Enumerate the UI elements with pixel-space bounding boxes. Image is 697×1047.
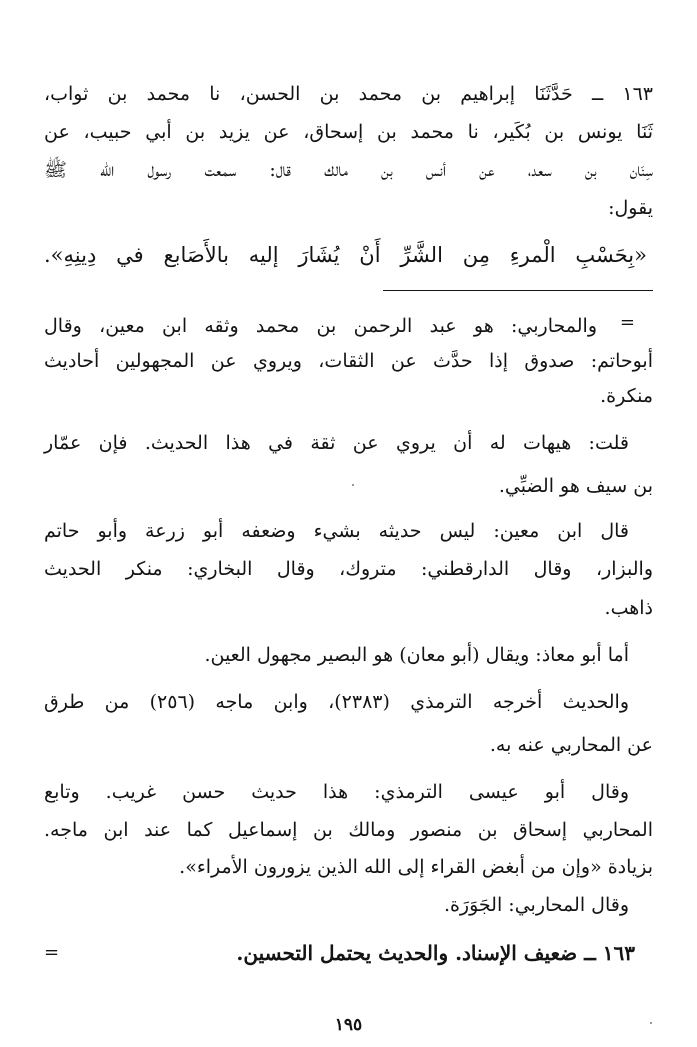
grading-note: ١٦٣ ــ ضعيف الإسناد. والحديث يحتمل التحسين. (236, 941, 635, 965)
footnote-line: عن المحاربي عنه به. (489, 734, 653, 756)
footnote-line: منكرة. (600, 385, 653, 407)
hadith-line-3: سِنَان بن سعد، عن أنس بن مالك قال: سمعت رسول الله ﷺ (44, 159, 653, 181)
hadith-line-2: ثَنَا يونس بن بُكَير، نا محمد بن إسحاق، عن يزيد بن أبي حبيب، عن (44, 121, 653, 143)
continuation-mark-bottom: = (44, 942, 60, 963)
footnote-line: وقال أبو عيسى الترمذي: هذا حديث حسن غريب. وتابع (44, 781, 629, 803)
continuation-mark: = (619, 312, 635, 333)
scan-speck (352, 484, 354, 486)
scan-speck (650, 1022, 652, 1024)
footnote-line: قلت: هيهات له أن يروي عن ثقة في هذا الحديث. فإن عمّار (44, 432, 629, 454)
footnote-line: بزيادة «وإن من أبغض القراء إلى الله الذين يزورون الأمراء». (179, 856, 653, 878)
footnote-line: والبزار، وقال الدارقطني: متروك، وقال البخاري: منكر الحديث (44, 558, 653, 580)
hadith-line-4: يقول: (608, 197, 653, 219)
footnote-line: قال ابن معين: ليس حديثه بشيء وضعفه أبو زرعة وأبو حاتم (44, 520, 629, 542)
hadith-line-1: ١٦٣ ــ حَدَّثَنَا إبراهيم بن محمد بن الحسن، نا محمد بن ثواب، (44, 83, 653, 105)
footnote-line: والحديث أخرجه الترمذي (٢٣٨٣)، وابن ماجه (٢٥٦) من طرق (44, 691, 630, 713)
page-number: ١٩٥ (334, 1015, 363, 1035)
footnote-line: المحاربي إسحاق بن منصور ومالك بن إسماعيل كما عند ابن ماجه. (44, 819, 653, 841)
footnote-line: أبوحاتم: صدوق إذا حدَّث عن الثقات، ويروي عن المجهولين أحاديث (44, 350, 653, 372)
footnote-separator (383, 290, 653, 291)
footnote-line: والمحاربي: هو عبد الرحمن بن محمد وثقه ابن معين، وقال (44, 315, 597, 337)
footnote-line: ذاهب. (604, 597, 653, 619)
footnote-line: أما أبو معاذ: ويقال (أبو معان) هو البصير مجهول العين. (204, 644, 629, 666)
footnote-line: وقال المحاربي: الجَوَرَة. (443, 894, 629, 916)
footnote-line: بن سيف هو الضبِّي. (498, 475, 653, 497)
hadith-quote: «بِحَسْبِ الْمرءِ مِن الشَّرِّ أَنْ يُشَارَ إليه بالأَصَابع في دِينِهِ». (44, 243, 647, 267)
